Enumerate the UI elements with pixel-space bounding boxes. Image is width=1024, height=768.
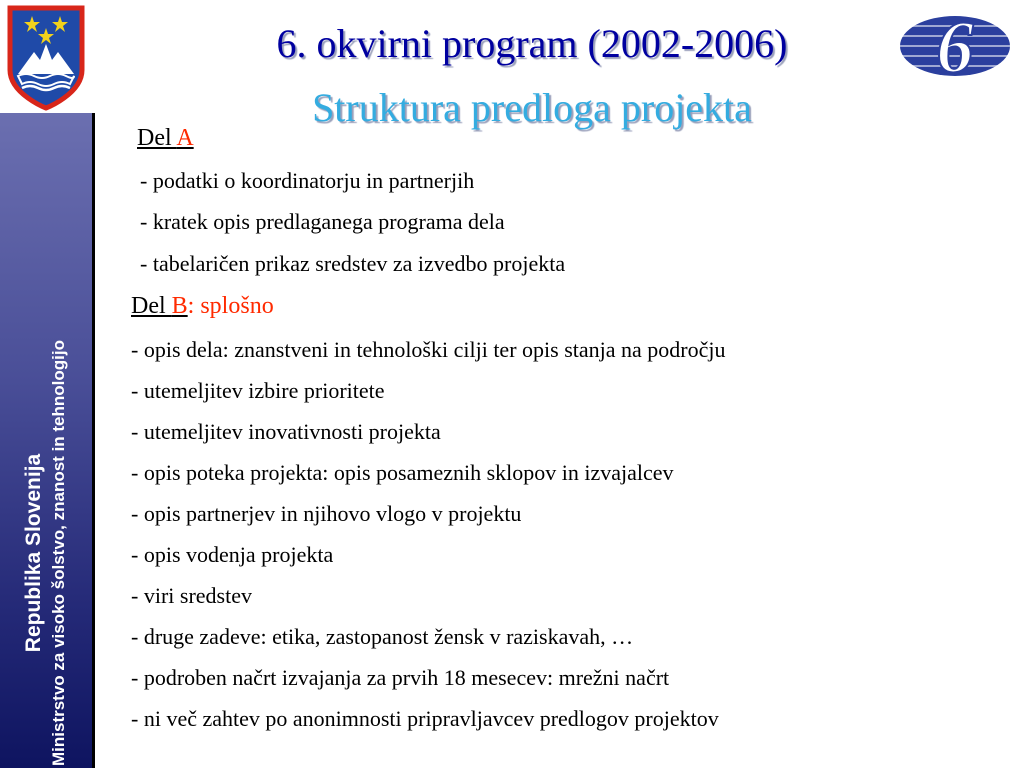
section-b-item: - viri sredstev bbox=[131, 583, 252, 608]
page-title: 6. okvirni program (2002-2006) bbox=[276, 21, 788, 66]
section-b-letter: B bbox=[171, 293, 188, 319]
sidebar-republic-label: Republika Slovenija bbox=[22, 453, 45, 653]
section-b-label: Del bbox=[131, 293, 172, 319]
section-b-item: - utemeljitev izbire prioritete bbox=[131, 378, 385, 403]
section-b-item: - opis poteka projekta: opis posameznih sklopov in izvajalcev bbox=[131, 460, 674, 485]
section-b-heading bbox=[131, 292, 274, 320]
section-a-item: - tabelaričen prikaz sredstev za izvedbo projekta bbox=[140, 251, 566, 276]
section-b-suffix: : splošno bbox=[187, 293, 274, 319]
section-a-item: - podatki o koordinatorju in partnerjih bbox=[140, 168, 475, 193]
sidebar-ministry-label: Ministrstvo za visoko šolstvo, znanost in tehnologijo bbox=[49, 340, 68, 766]
sidebar-text bbox=[21, 340, 71, 766]
section-a-letter: A bbox=[176, 125, 194, 151]
section-a-heading bbox=[137, 124, 194, 152]
section-b-item: - opis dela: znanstveni in tehnološki cilji ter opis stanja na področju bbox=[131, 337, 726, 362]
page-subtitle: Struktura predloga projekta bbox=[312, 85, 752, 130]
section-b-item: - druge zadeve: etika, zastopanost žensk v raziskavah, … bbox=[131, 624, 634, 649]
section-b-item: - utemeljitev inovativnosti projekta bbox=[131, 419, 441, 444]
section-b-item: - opis partnerjev in njihovo vlogo v projektu bbox=[131, 501, 522, 526]
section-a-item: - kratek opis predlaganega programa dela bbox=[140, 209, 505, 234]
section-b-item: - podroben načrt izvajanja za prvih 18 mesecev: mrežni načrt bbox=[131, 665, 670, 690]
sidebar-band bbox=[0, 113, 92, 768]
section-b-item: - opis vodenja projekta bbox=[131, 542, 334, 567]
section-a-label: Del bbox=[137, 125, 177, 151]
fp6-logo-number: 6 bbox=[936, 7, 974, 84]
section-b-item: - ni več zahtev po anonimnosti pripravljavcev predlogov projektov bbox=[131, 706, 719, 731]
